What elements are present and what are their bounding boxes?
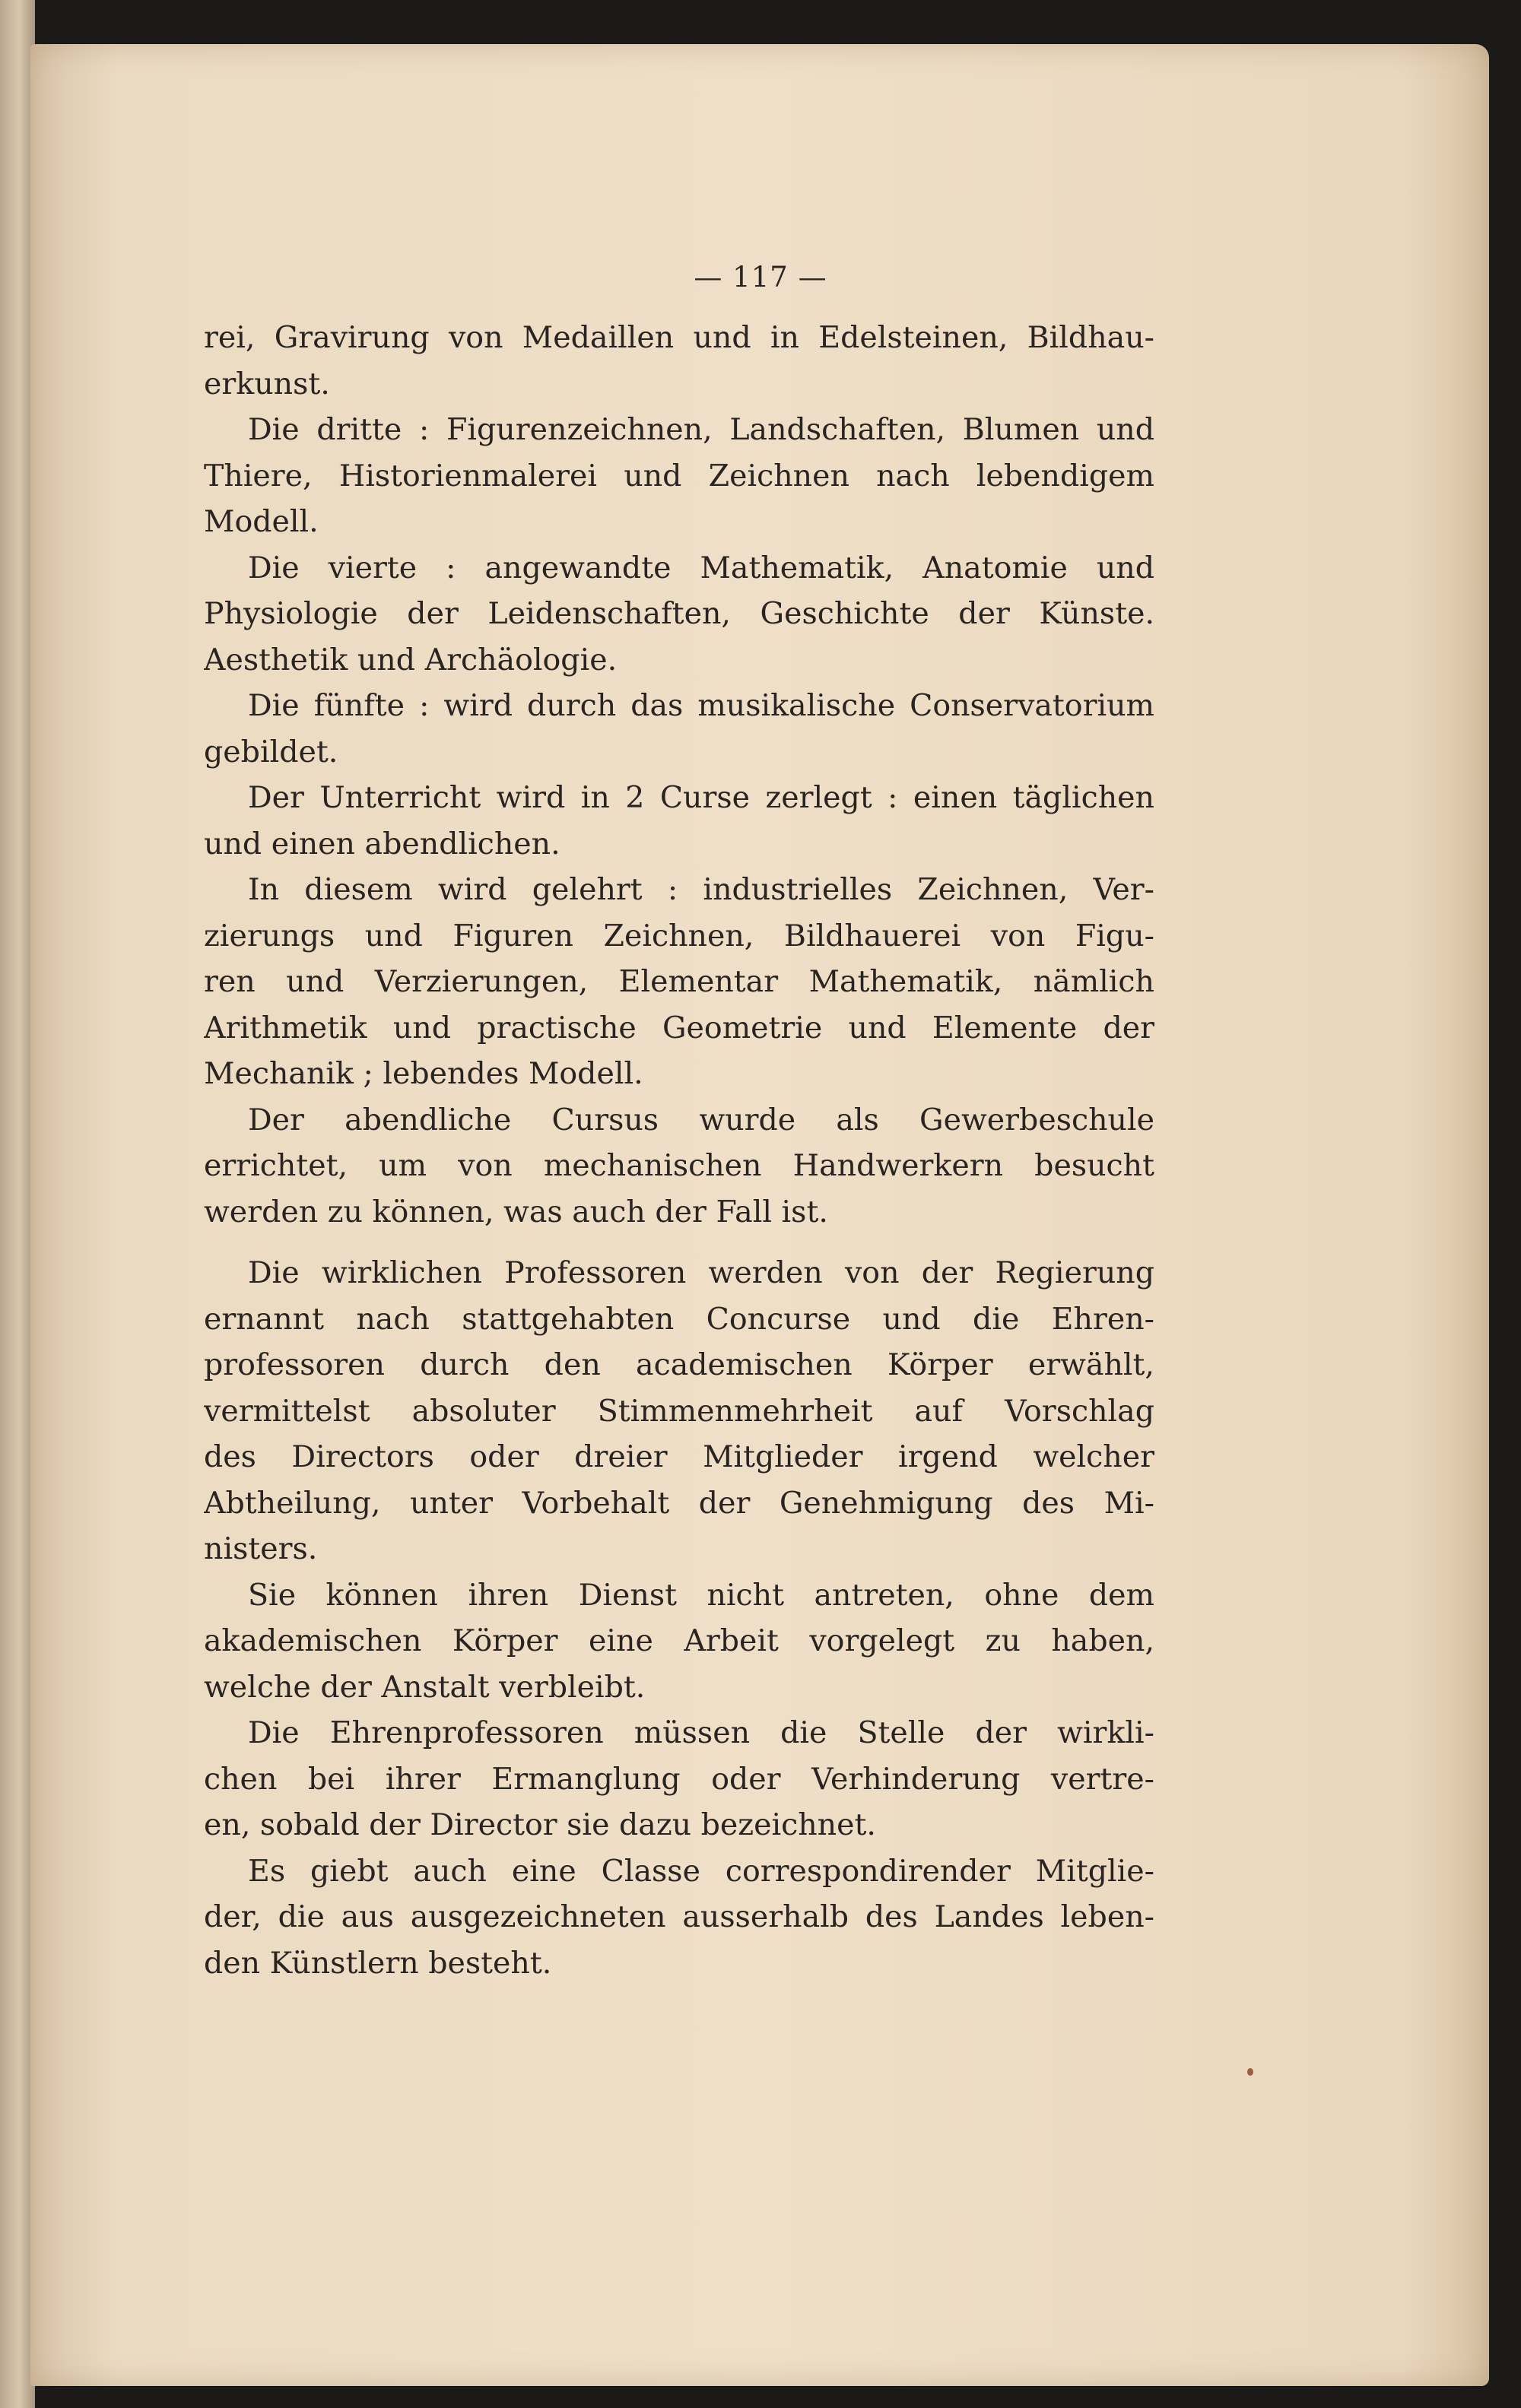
page-body-text (204, 315, 1154, 1986)
text-line: Arithmetik und practische Geometrie und Elemente der (204, 1010, 1154, 1045)
text-line: Aesthetik und Archäologie. (204, 642, 618, 677)
text-line: Mechanik ; lebendes Modell. (204, 1056, 643, 1091)
text-line: der, die aus ausgezeichneten ausserhalb des Landes leben- (204, 1899, 1154, 1934)
text-line: Es giebt auch eine Classe correspondirender Mitglie- (248, 1853, 1154, 1889)
text-line: Die wirklichen Professoren werden von der Regierung (248, 1255, 1154, 1290)
text-line: vermittelst absoluter Stimmenmehrheit auf Vorschlag (204, 1393, 1154, 1429)
text-line: nisters. (204, 1531, 318, 1566)
text-line: welche der Anstalt verbleibt. (204, 1669, 646, 1705)
text-line: akademischen Körper eine Arbeit vorgelegt zu haben, (204, 1623, 1154, 1658)
paragraph-gap (204, 1235, 1154, 1250)
text-line: Abtheilung, unter Vorbehalt der Genehmigung des Mi- (204, 1485, 1154, 1521)
text-line: Der abendliche Cursus wurde als Gewerbeschule (248, 1102, 1154, 1137)
text-line: gebildet. (204, 734, 338, 769)
text-line: ernannt nach stattgehabten Concurse und die Ehren- (204, 1301, 1154, 1337)
text-line: chen bei ihrer Ermanglung oder Verhinderung vertre- (204, 1761, 1154, 1797)
text-line: en, sobald der Director sie dazu bezeichnet. (204, 1807, 876, 1842)
text-line: Die fünfte : wird durch das musikalische Conservatorium (248, 688, 1154, 723)
text-line: rei, Gravirung von Medaillen und in Edelsteinen, Bildhau- (204, 320, 1154, 355)
page-number: — 117 — (694, 261, 827, 293)
text-line: Modell. (204, 504, 319, 539)
text-line: ren und Verzierungen, Elementar Mathematik, nämlich (204, 964, 1154, 999)
text-line: In diesem wird gelehrt : industrielles Zeichnen, Ver- (248, 872, 1154, 907)
text-line: Die Ehrenprofessoren müssen die Stelle der wirkli- (248, 1715, 1154, 1750)
text-line: und einen abendlichen. (204, 826, 560, 861)
text-line: Die dritte : Figurenzeichnen, Landschaften, Blumen und (248, 412, 1154, 447)
text-line: Thiere, Historienmalerei und Zeichnen nach lebendigem (204, 458, 1154, 493)
text-line: Sie können ihren Dienst nicht antreten, ohne dem (248, 1577, 1154, 1613)
text-line: den Künstlern besteht. (204, 1945, 552, 1981)
text-line: Der Unterricht wird in 2 Curse zerlegt : einen täglichen (248, 780, 1154, 815)
paper-speck (1247, 2068, 1253, 2076)
text-line: errichtet, um von mechanischen Handwerkern besucht (204, 1148, 1154, 1183)
text-line: werden zu können, was auch der Fall ist. (204, 1194, 828, 1229)
text-line: zierungs und Figuren Zeichnen, Bildhauerei von Figu- (204, 918, 1154, 953)
text-line: Physiologie der Leidenschaften, Geschichte der Künste. (204, 596, 1154, 631)
text-line: des Directors oder dreier Mitglieder irgend welcher (204, 1439, 1154, 1474)
text-line: erkunst. (204, 366, 330, 401)
text-line: professoren durch den academischen Körper erwählt, (204, 1347, 1154, 1382)
text-line: Die vierte : angewandte Mathematik, Anatomie und (248, 550, 1154, 585)
